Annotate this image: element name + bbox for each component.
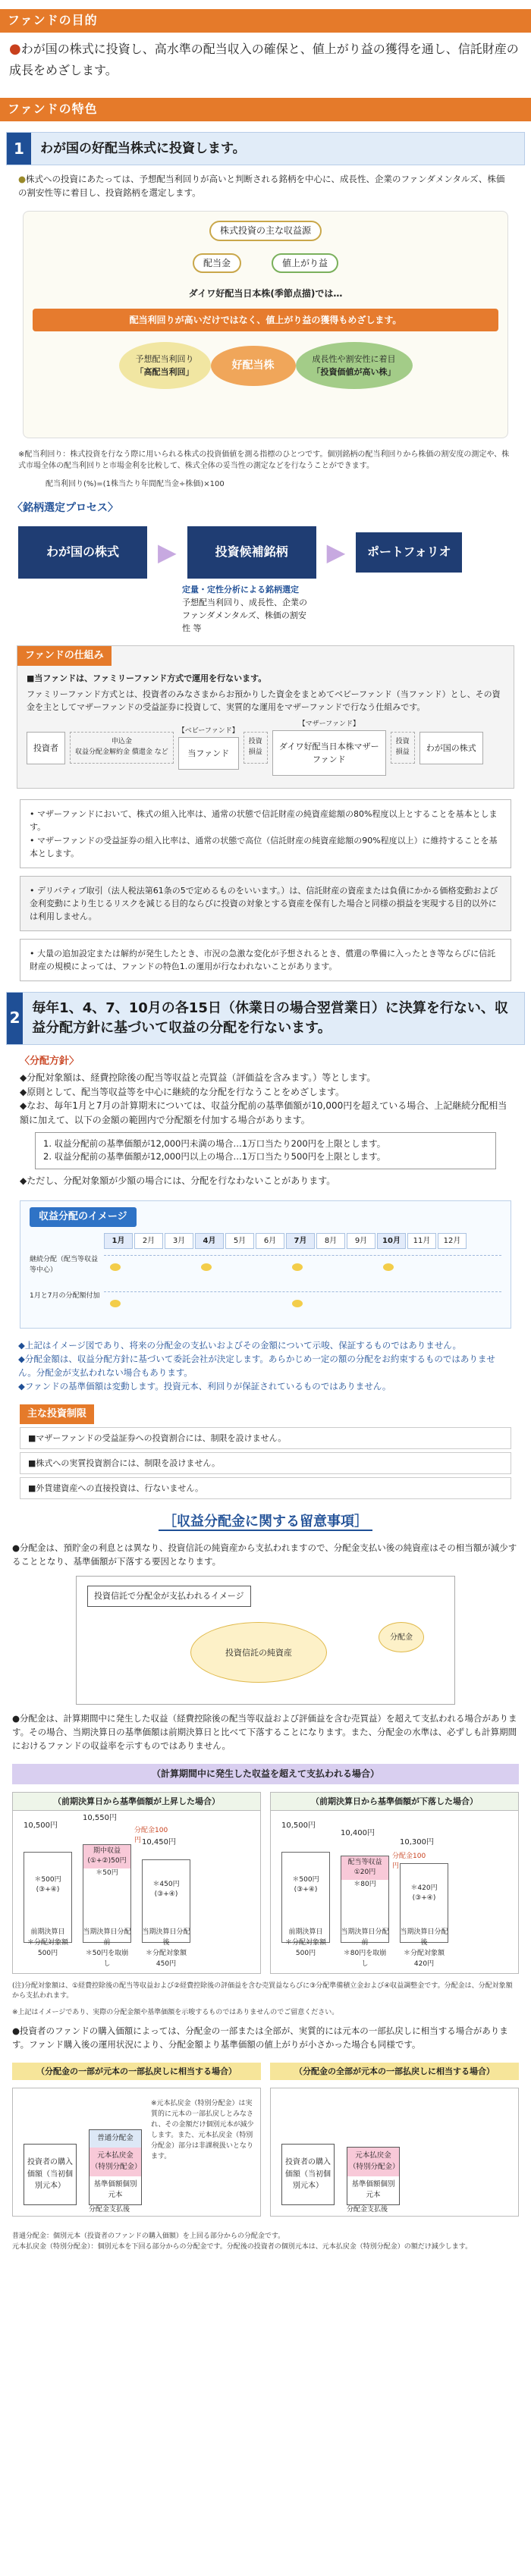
feature-2-heading: [6, 992, 525, 1045]
capital-gain-pill: 値上がり益: [272, 253, 338, 274]
coin-icon: [110, 1263, 121, 1271]
caution-para-2: ●分配金は、計算期間中に発生した収益（経費控除後の配当等収益および評価益を含む売買益）を超えて支払われる場合があります。その場合、当期決算日の基準価額は前期決算日と比べて下落することになります。また、分配金の水準は、必ずしも計算期間におけるファンドの収益率を示すものではありません。: [12, 1713, 517, 1752]
distribution-pot-diagram: 投資信託で分配金が支払われるイメージ 投資信託の純資産 分配金: [76, 1576, 455, 1705]
feature-1-para: ●株式への投資にあたっては、予想配当利回りが高いと判断される銘柄を中心に、成長性、企業のファンダメンタルズ、株価の割安性等に着目し、投資銘柄を選定します。: [18, 174, 505, 199]
case-row: [12, 1792, 519, 1974]
distribution-image-header: 収益分配のイメージ: [30, 1207, 137, 1227]
exception-bullets: [20, 939, 511, 981]
arrow-right-icon: ▶: [326, 537, 346, 566]
purpose-text: ●わが国の株式に投資し、高水準の配当収入の確保と、値上がり益の獲得を通し、信託財産の成長をめざします。: [9, 40, 519, 77]
month-row: 1月 2月 3月 4月 5月 6月 7月 8月 9月 10月 11月 12月: [104, 1233, 501, 1250]
high-yield-oval: 予想配当利回り 「高配当利回」: [119, 342, 211, 389]
fund-structure-header: ファンドの仕組み: [17, 646, 112, 666]
fund-structure-box: ファンドの仕組み ■当ファンドは、ファミリーファンド方式で運用を行ないます。 ファミリーファンド方式とは、投資者のみなさまからお預かりした資金をまとめてベビーファンド（当ファンド）とし、その資金を主としてマザーファンドの受益証券に投資して、実質的な運用をマザーファンドで行なう仕組みです。 投資者 申込金 収益分配金解約金 償還金 など 【ベビーファンド】 当ファンド 投資 損益 【マザーファンド】 ダイワ好配当日本株マザーファンド 投資 損益 わが国の株式: [17, 645, 514, 789]
list-item: • デリバティブ取引（法人税法第61条の5で定めるものをいいます。）は、信託財産の資産または負債にかかる価格変動および金利変動により生じるリスクを減じる目的ならびに投資の対象とする資産を保有した場合と同様の損益を実現する目的以外には利用しません。: [30, 885, 498, 921]
case-footnote-1: (注)分配対象額は、①経費控除後の配当等収益および②経費控除後の評価益を含む売買益ならびに③分配準備積立金および④収益調整金です。分配金は、分配対象額から支払われます。: [12, 1981, 513, 2000]
derivative-bullets: [20, 876, 511, 931]
investment-restrictions: 主な投資制限 ■マザーファンドの受益証券への投資割合には、制限を設けません。 ■株式への実質投資割合には、制限を設けません。 ■外貨建資産への直接投資は、行ないません。: [20, 1404, 511, 1499]
dividend-yield-note: ※配当利回り：株式投資を行なう際に用いられる株式の投資価値を測る指標のひとつです。個別銘柄の配当利回りから株価の割安度の測定や、株式市場全体の配当利回りと市場金利を比較して、株式全体の妥当性の測定などを行なうことができます。: [18, 450, 510, 471]
investor-cases: [12, 2088, 519, 2217]
process-criteria: 定量・定性分析による銘柄選定 予想配当利回り、成長性、企業のファンダメンタルズ、株価の割安性 等: [182, 584, 307, 634]
profit-source-label: 株式投資の主な収益源: [209, 221, 322, 241]
bullet-icon: ●: [18, 174, 27, 185]
list-item: ■マザーファンドの受益証券への投資割合には、制限を設けません。: [20, 1427, 511, 1449]
distribution-policy: 〈分配方針〉 ◆分配対象額は、経費控除後の配当等収益と売買益（評価益を含みます。）等とします。 ◆原則として、配当等収益等を中心に継続的な分配を行なうことをめざします。 ◆なお、毎年1月と7月の計算期末については、収益分配前の基準価額が10,000円を超えている場合、上記継続分配相当額に加えて、以下の金額の範囲内で分配額を付加する場合があります。 1. 収益分配前の基準価額が12,000円未満の場合…1万口当たり200円を上限とします。 2. 収益分配前の基準価額が12,000円以上の場合…1万口当たり500円を上限とします。 ◆ただし、分配対象額が少額の場合には、分配を行なわないことがあります。: [20, 1056, 507, 1187]
profit-source-diagram: [23, 211, 508, 438]
strategy-band: 配当利回りが高いだけではなく、値上がり益の獲得もめざします。: [33, 309, 498, 332]
list-item: ■外貨建資産への直接投資は、行ないません。: [20, 1477, 511, 1499]
family-fund-diagram: 投資者 申込金 収益分配金解約金 償還金 など 【ベビーファンド】 当ファンド 投資 損益 【マザーファンド】 ダイワ好配当日本株マザーファンド 投資 損益 わが国の株式: [27, 720, 504, 776]
diagram-caption: ダイワ好配当日本株(季節点描)では…: [188, 288, 343, 300]
arrow-right-icon: ▶: [158, 537, 177, 566]
selection-process-flow: [18, 526, 513, 579]
jp-stock-box: わが国の株式: [419, 732, 483, 764]
bullet-icon: ●: [9, 40, 21, 57]
good-dividend-oval: 好配当株: [211, 346, 296, 387]
process-step-candidates: 投資候補銘柄: [187, 526, 316, 579]
list-item: ■株式への実質投資割合には、制限を設けません。: [20, 1452, 511, 1474]
process-step-jp-stock: わが国の株式: [18, 526, 147, 579]
allocation-bullets: [20, 799, 511, 868]
features-header: ファンドの特色: [0, 98, 531, 121]
process-step-portfolio: ポートフォリオ: [356, 532, 462, 573]
this-fund-box: 当ファンド: [178, 737, 239, 770]
case-down: （前期決算日から基準価額が下落した場合） 10,500円 10,400円 10,300円 ＊500円(③+④) 配当等収益①20円 ＊80円 ＊420円(③+④) 分配金100円 前期決算日 ＊分配対象額500円 当期決算日分配前 ＊80円を取崩し 当期決算日分配後 ＊分配対象額420円: [270, 1792, 519, 1974]
feature-title: わが国の好配当株式に投資します。: [40, 140, 246, 156]
investor-band: （分配金の一部が元本の一部払戻しに相当する場合） （分配金の全部が元本の一部払戻しに相当する場合）: [12, 2063, 519, 2080]
process-label: 〈銘柄選定プロセス〉: [12, 502, 118, 515]
investor-box: 投資者: [27, 732, 65, 764]
net-assets-pot: 投資信託の純資産: [190, 1622, 327, 1683]
mother-fund-box: ダイワ好配当日本株マザーファンド: [272, 730, 386, 776]
case-footnote-2: ※上記はイメージであり、実際の分配金額や基準価額を示唆するものではありませんのでご留意ください。: [12, 2009, 339, 2017]
case-band: （計算期間中に発生した収益を超えて支払われる場合）: [12, 1764, 519, 1784]
list-item: • マザーファンドの受益証券の組入比率は、通常の状態で高位（信託財産の純資産総額の90%程度以上）に維持することを基本とします。: [30, 835, 498, 858]
coin-icon: [201, 1263, 212, 1271]
feature-number: 2: [7, 993, 23, 1044]
dividend-yield-formula: 配当利回り(%)=(1株当たり年間配当金÷株価)×100: [46, 479, 225, 488]
distribution-image-box: 収益分配のイメージ 1月 2月 3月 4月 5月 6月 7月 8月 9月 10月 11月 12月 継続分配（配当等収益等中心） 1月と7月の分配額付加: [20, 1200, 511, 1329]
coin-icon: [292, 1263, 303, 1271]
feature-number: 1: [7, 133, 31, 165]
coin-icon: [292, 1300, 303, 1307]
partial-refund-case: 投資者の購入価額（当初個別元本） 普通分配金 元本払戻金（特別分配金） 基準価額個別元本 分配金支払後 ※元本払戻金（特別分配金）は実質的に元本の一部払戻しとみなされ、その金額だけ個別元本が減少します。また、元本払戻金（特別分配金）部分は非課税扱いとなります。: [12, 2088, 261, 2217]
image-notes: ◆上記はイメージ図であり、将来の分配金の支払いおよびその金額について示唆、保証するものではありません。 ◆分配金額は、収益分配方針に基づいて委託会社が決定します。あらかじめ一定の額の分配をお約束するものではありません。分配金が支払われない場合もあります。 ◆ファンドの基準価額は変動します。投資元本、利回りが保証されているものではありません。: [18, 1340, 495, 1392]
full-refund-case: 投資者の購入価額（当初個別元本） 元本払戻金（特別分配金） 基準価額個別元本 分配金支払後: [270, 2088, 519, 2217]
additional-distribution-box: 1. 収益分配前の基準価額が12,000円未満の場合…1万口当たり200円を上限とします。 2. 収益分配前の基準価額が12,000円以上の場合…1万口当たり500円を上限とします。: [35, 1132, 496, 1170]
caution-title: ［収益分配金に関する留意事項］: [0, 1511, 531, 1533]
case-up: （前期決算日から基準価額が上昇した場合） 10,500円 10,550円 10,450円 ＊500円(③+④) 期中収益(①+②)50円 ＊50円 ＊450円(③+④) 分配金100円 前期決算日 ＊分配対象額500円 当期決算日分配前 ＊50円を取崩し 当期決算日分配後 ＊分配対象額450円: [12, 1792, 261, 1974]
coin-icon: [383, 1263, 394, 1271]
caution-para-1: ●分配金は、預貯金の利息とは異なり、投資信託の純資産から支払われますので、分配金支払い後の純資産はその相当額が減少することとなり、基準価額が下落する要因となります。: [12, 1542, 517, 1567]
feature-1-heading: [6, 132, 525, 165]
feature-title: 毎年1、4、7、10月の各15日（休業日の場合翌営業日）に決算を行ない、収益分配方針に基づいて収益の分配を行ないます。: [32, 999, 508, 1036]
dividend-pill: 配当金: [193, 253, 241, 274]
investment-value-oval: 成長性や割安性に着目 「投資価値が高い株」: [296, 342, 413, 389]
list-item: • マザーファンドにおいて、株式の組入比率は、通常の状態で信託財産の純資産総額の80%程度以上とすることを基本とします。: [30, 809, 498, 833]
list-item: • 大量の追加設定または解約が発生したとき、市況の急激な変化が予想されるとき、償還の準備に入ったとき等ならびに信託財産の規模によっては、ファンドの特色1.の運用が行なわれないことがあります。: [30, 948, 496, 971]
coin-icon: [110, 1300, 121, 1307]
definitions: 普通分配金：個別元本（投資者のファンドの購入価額）を上回る部分からの分配金です。 元本払戻金（特別分配金）：個別元本を下回る部分からの分配金です。分配後の投資者の個別元本は、元本払戻金（特別分配金）の額だけ減少します。: [12, 2232, 473, 2251]
purpose-header: ファンドの目的: [0, 9, 531, 33]
distribution-pot: 分配金: [379, 1622, 424, 1652]
caution-para-3: ●投資者のファンドの購入価額によっては、分配金の一部または全部が、実質的には元本の一部払戻しに相当する場合があります。ファンド購入後の運用状況により、分配金額より基準価額の値上がりが小さかった場合も同様です。: [12, 2025, 508, 2050]
